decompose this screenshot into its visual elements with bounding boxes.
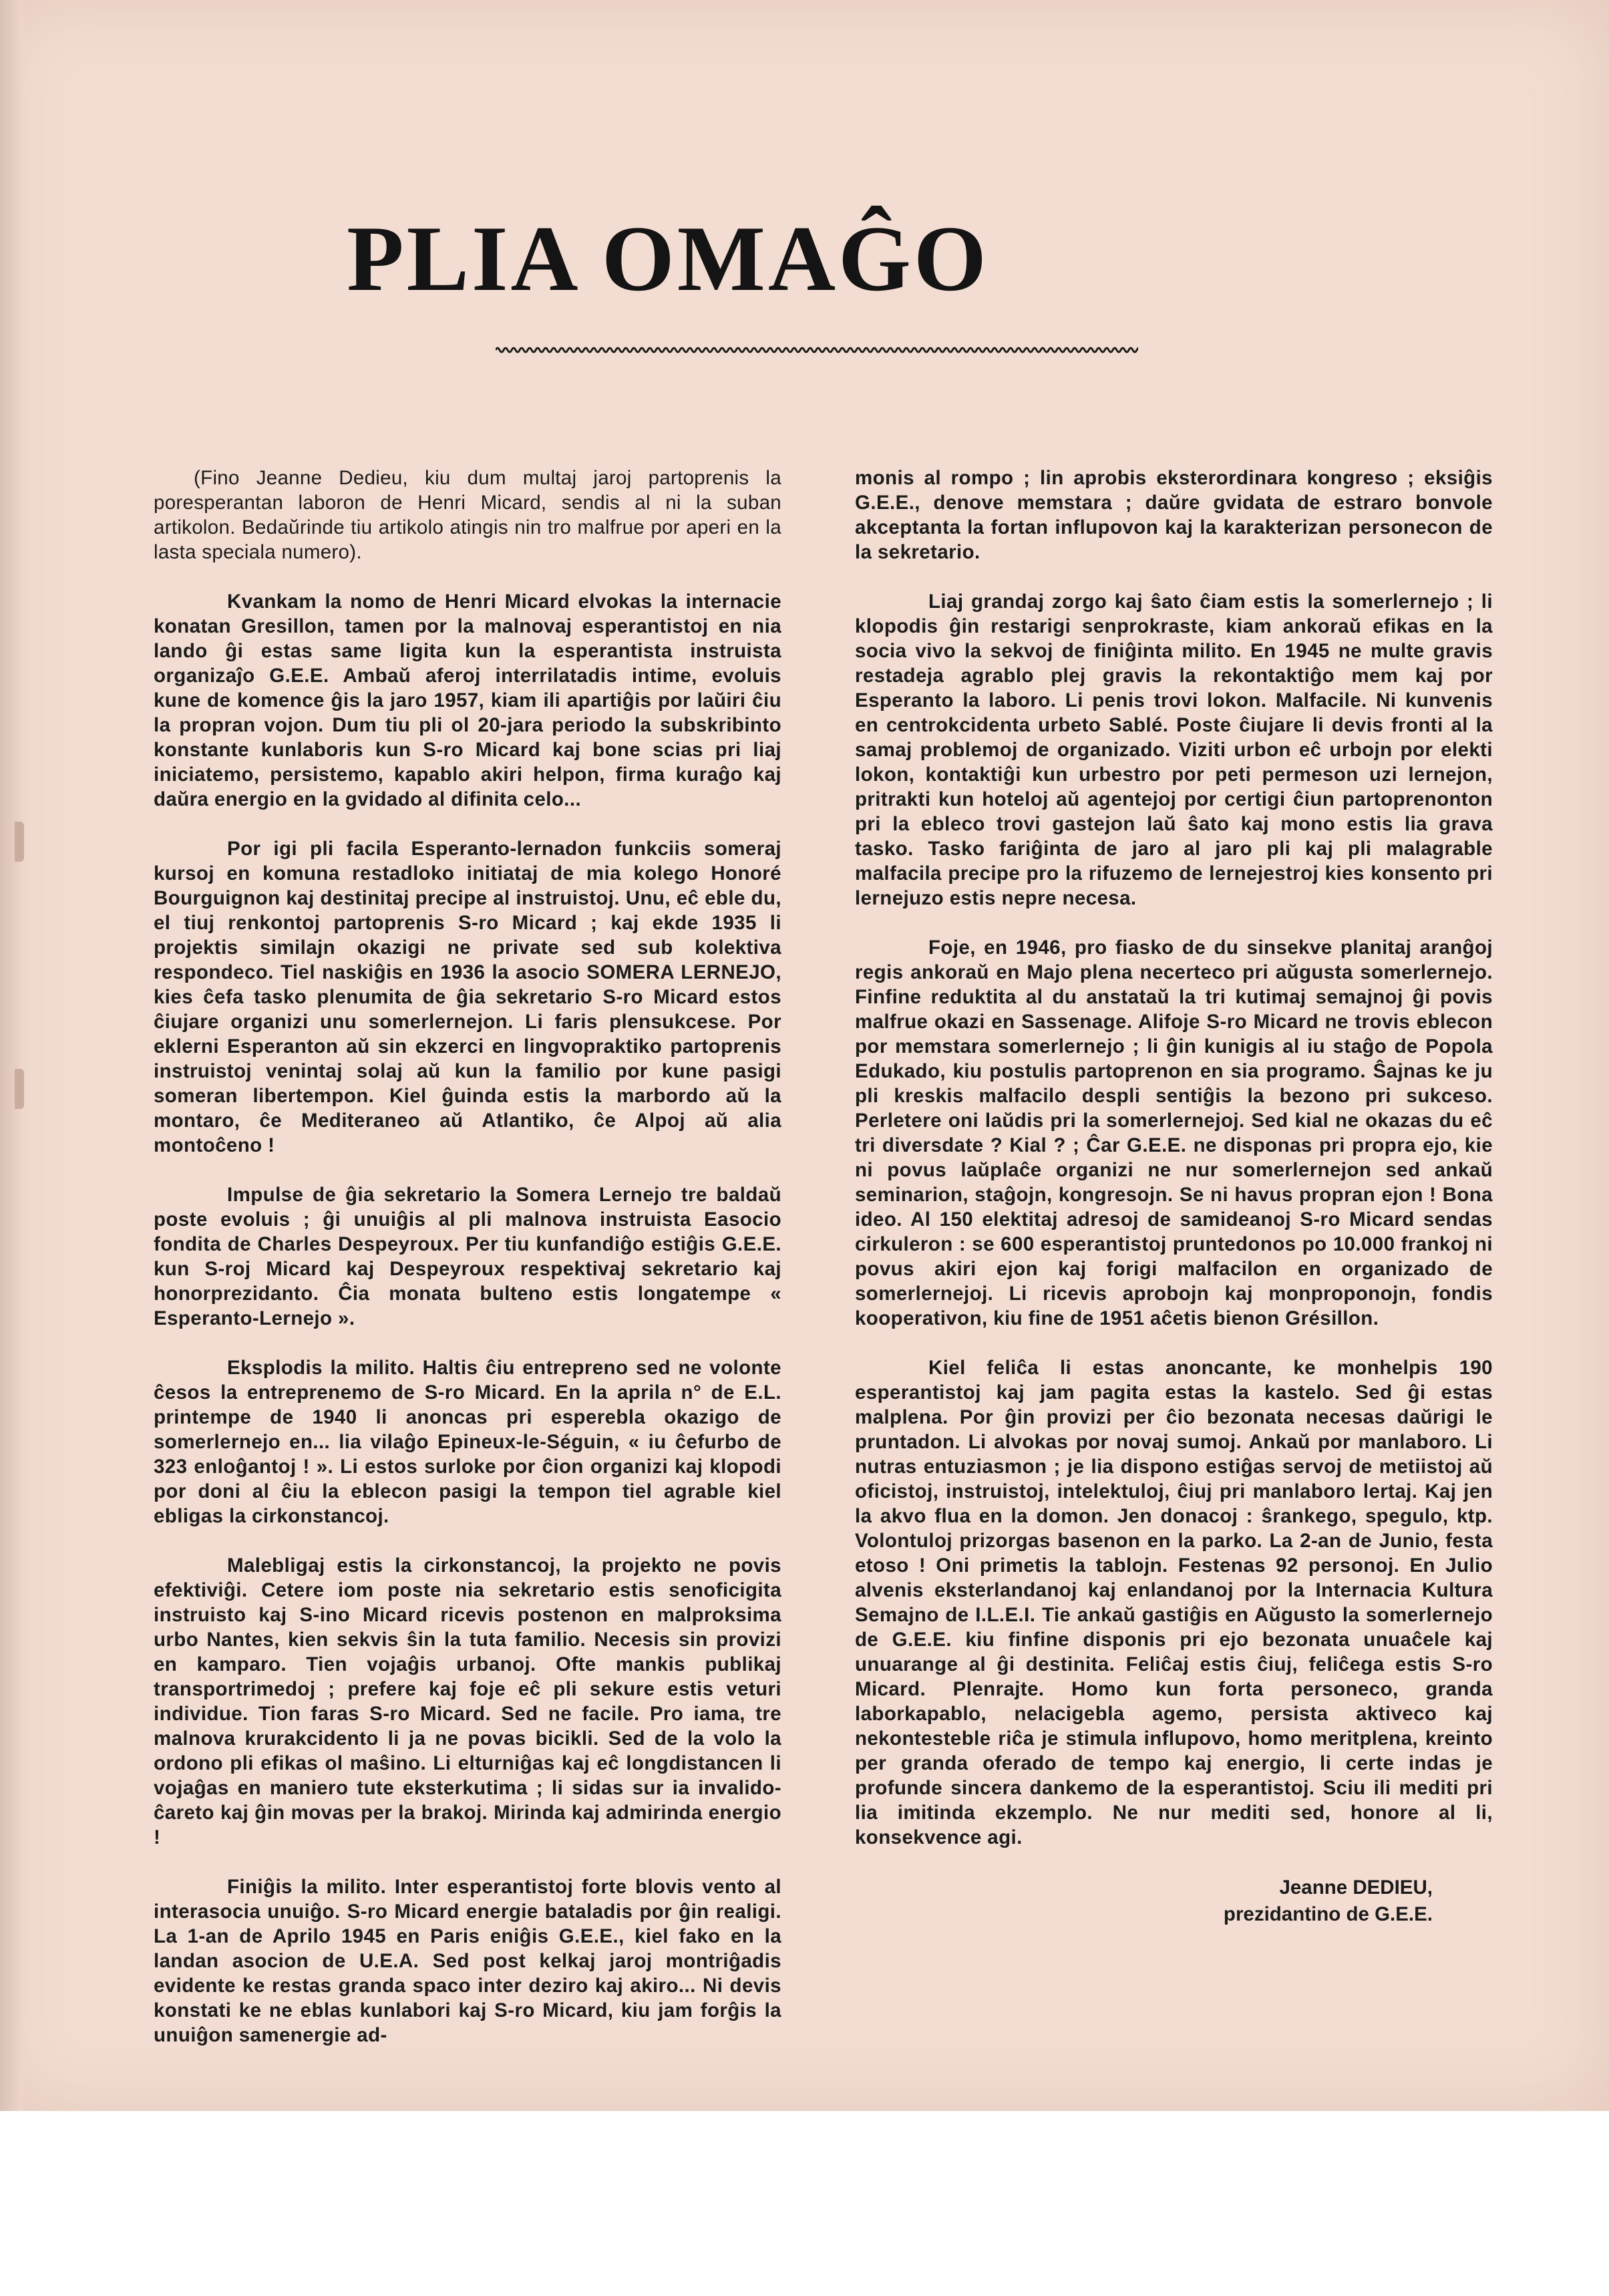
article-paragraph: Liaj grandaj zorgo kaj ŝato ĉiam estis la somerlernejo ; li klopodis ĝin restarigi senprokraste, kiam ankoraŭ efikas en la socia vivo la sekvoj de finiĝinta milito. En 1945 ne multe gravis restadeja agrablo plej gravis la rekontaktiĝo mem kaj por Esperanto la laboro. Li penis trovi lokon. Malfacile. Ni kunvenis en centrokcidenta urbeto Sablé. Poste ĉiujare li devis fronti al la samaj problemoj de organizado. Viziti urbon eĉ urbojn por elekti lokon, kontaktiĝi kun urbestro por peti permeson uzi lernejon, pritrakti kun hoteloj aŭ agentejoj por certigi ĉiun partoprenonton pri la ebleco trovi gastejon laŭ ŝato kaj mono estis lia grava tasko. Tasko fariĝinta de jaro al jaro pli kaj pli malagrable malfacila precipe pro la rifuzemo de lernejestroj kies konsento pri lernejuzo estis nepre necesa.: [855, 591, 1493, 909]
article-paragraph: Finiĝis la milito. Inter esperantistoj forte blovis vento al interasocia unuiĝo. S-ro Micard energie bataladis por ĝin realigi. La 1-an de Aprilo 1945 en Paris eniĝis G.E.E., kiel fako en la landan asocion de U.E.A. Sed post kelkaj jaroj montriĝadis evidente ke restas granda spaco inter deziro kaj akiro... Ni devis konstati ke ne eblas kunlabori kaj S-ro Micard, kiu jam forĝis la unuiĝon samenergie ad-: [154, 1876, 781, 2046]
author-signature: [855, 1874, 1493, 1928]
author-name: Jeanne DEDIEU,: [1279, 1876, 1433, 1899]
article-paragraph: Kvankam la nomo de Henri Micard elvokas la internacie konatan Gresillon, tamen por la malnovaj esperantistoj en nia lando ĝi estas same ligita kun la esperantista instruista organizaĵo G.E.E. Ambaŭ aferoj interrilatadis intime, evoluis kune de komence ĝis la jaro 1957, kiam ili apartiĝis por laŭiri ĉiu la propran vojon. Dum tiu pli ol 20-jara periodo la subskribinto konstante kunlaboris kun S-ro Micard kaj bone scias pri liaj iniciatemo, persistemo, kapablo akiri helpon, firma kuraĝo kaj daŭra energio en la gvidado al difinita celo...: [154, 591, 781, 810]
article-paragraph: Malebligaj estis la cirkonstancoj, la projekto ne povis efektiviĝi. Cetere iom poste nia sekretario estis senoficigita instruisto kaj S-ino Micard ricevis postenon en malproksima urbo Nantes, kien sekvis ŝin la tuta familio. Necesis sin provizi en kamparo. Tien vojaĝis urbanoj. Ofte mankis publikaj transportrimedoj ; prefere kaj foje eĉ pli sekure estis veturi individue. Tion faras S-ro Micard. Sed ne facile. Pro iama, tre malnova krurakcidento li ja ne povas bicikli. Sed de la volo la ordono pli efikas ol maŝino. Li elturniĝas kaj eĉ longdistancen li vojaĝas en maniero tute eksterkutima ; li sidas sur ia invalido-ĉareto kaj ĝin movas per la brakoj. Mirinda kaj admirinda energio !: [154, 1554, 781, 1848]
article-paragraph-continued: monis al rompo ; lin aprobis eksterordinara kongreso ; eksiĝis G.E.E., denove memstara ; daŭre gvidata de estraro bonvole akceptanta la fortan influpovon kaj la karakterizan personecon de la sekretario.: [855, 467, 1493, 563]
editor-note: (Fino Jeanne Dedieu, kiu dum multaj jaroj partoprenis la poresperantan laboron de Henri Micard, sendis al ni la suban artikolon. Bedaŭrinde tiu artikolo atingis nin tro malfrue por aperi en la lasta speciala numero).: [154, 467, 781, 563]
author-role: prezidantino de G.E.E.: [1223, 1903, 1433, 1925]
binding-tear-mark: [15, 1069, 24, 1109]
article-paragraph: Impulse de ĝia sekretario la Somera Lernejo tre baldaŭ poste evoluis ; ĝi unuiĝis al pli malnova instruista Easocio fondita de Charles Despeyroux. Per tiu kunfandiĝo estiĝis G.E.E. kun S-roj Micard kaj Despeyroux respektivaj sekretario kaj honorprezidanto. Ĉia monata bulteno estis longatempe « Esperanto-Lernejo ».: [154, 1184, 781, 1329]
article-paragraph: Eksplodis la milito. Haltis ĉiu entrepreno sed ne volonte ĉesos la entreprenemo de S-ro Micard. En la aprila n° de E.L. printempe de 1940 li anoncas pri esperebla okazigo de somerlernejo en... lia vilaĝo Epineux-le-Séguin, « iu ĉefurbo de 323 enloĝantoj ! ». Li estos surloke por ĉion organizi kaj klopodi por doni al ĉiu la eblecon pasigi la tempon tiel agrable kiel ebligas la cirkonstancoj.: [154, 1357, 781, 1527]
article-paragraph: Kiel feliĉa li estas anoncante, ke monhelpis 190 esperantistoj kaj jam pagita estas la kastelo. Sed ĝi estas malplena. Por ĝin provizi per ĉio bezonata necesas daŭrigi le pruntadon. Li alvokas por novaj sumoj. Ankaŭ por manlaboro. Li nutras entuziasmon ; je lia dispono estiĝas servoj de metiistoj aŭ oficistoj, instruistoj, intelektuloj, ĉiuj pri manlaboro lertaj. Kaj jen la akvo flua en la domon. Jen donacoj : ŝrankego, spegulo, ktp. Volontuloj prizorgas basenon en la parko. La 2-an de Junio, festa etoso ! Oni primetis la tablojn. Festenas 92 personoj. En Julio alvenis eksterlandanoj kaj enlandanoj por la Internacia Kultura Semajno de I.L.E.I. Tie ankaŭ gastiĝis en Aŭgusto la somerlernejo de G.E.E. kiu finfine disponis pri ejo bezonata unuaĉele kaj unuarange al ĝi destinita. Feliĉaj estis ĉiuj, feliĉega estis S-ro Micard. Plenrajte. Homo kun forta personeco, granda laborkapablo, nelacigebla agemo, persista aktiveco kaj nekontesteble riĉa je stimula influpovo, homo meritplena, kreinto per granda oferado de tempo kaj energio, li certe indas je profunde sincera dankemo de la esperantistoj. Sciu ili mediti pri lia imitinda ekzemplo. Ne nur mediti sed, honore al li, konsekvence agi.: [855, 1357, 1493, 1848]
article-left-column: [154, 466, 781, 2072]
article-paragraph: Por igi pli facila Esperanto-lernadon funkciis someraj kursoj en komuna restadloko initiataj de mia kolego Honoré Bourguignon kaj destinitaj precipe al instruistoj. Unu, eĉ eble du, el tiuj renkontoj partoprenis S-ro Micard ; kaj ekde 1935 li projektis similajn okazigi ne private sed sub kolektiva respondeco. Tiel naskiĝis en 1936 la asocio SOMERA LERNEJO, kies ĉefa tasko plenumita de ĝia sekretario S-ro Micard estos ĉiujare organizi unu somerlernejon. Li faris plensukcese. Por eklerni Esperanton aŭ sin ekzerci en lingvopraktiko partoprenis instruistoj venintaj solaj aŭ kun la familio por kune pasigi someran libertempon. Kiel ĝuinda estis la marbordo aŭ la montaro, ĉe Mediteraneo aŭ Atlantiko, ĉe Alpoj aŭ alia montoĉeno !: [154, 838, 781, 1156]
title-ornament-rule: [496, 345, 1138, 355]
article-title: PLIA OMAĜO: [347, 207, 989, 311]
binding-tear-mark: [15, 822, 24, 862]
article-paragraph: Foje, en 1946, pro fiasko de du sinsekve planitaj aranĝoj regis ankoraŭ en Majo plena necerteco pri aŭgusta somerlernejo. Finfine reduktita al du anstataŭ la tri kutimaj semajnoj ĝi povis malfrue okazi en Sassenage. Alifoje S-ro Micard ne trovis eblecon por memstara somerlernejo ; li ĝin kunigis al iu staĝo de Popola Edukado, kiu postulis partoprenon en sia programo. Ŝajnas ke ju pli kreskis malfacilo despli sentiĝis la bezono pri sukceso. Perletere oni laŭdis pri la somerlernejoj. Sed kial ne okazas du eĉ tri diversdate ? Kial ? ; Ĉar G.E.E. ne disponas pri propra ejo, kie ni povus laŭplaĉe organizi ne nur somerlernejon sed ankaŭ seminarion, staĝojn, kongresojn. Se ni havus propran ejon ! Bona ideo. Al 150 elektitaj adresoj de samideanoj S-ro Micard sendas cirkuleron : se 600 esperantistoj pruntedonos po 10.000 frankoj ni povus akiri ejon kaj forigi malfacilon en organizado de somerlernejoj. Li ricevis aprobojn kaj monproponojn, fondis kooperativon, kiu fine de 1951 aĉetis bienon Grésillon.: [855, 937, 1493, 1329]
page-binding-edge: [0, 0, 23, 2111]
article-right-column: [855, 466, 1493, 1928]
